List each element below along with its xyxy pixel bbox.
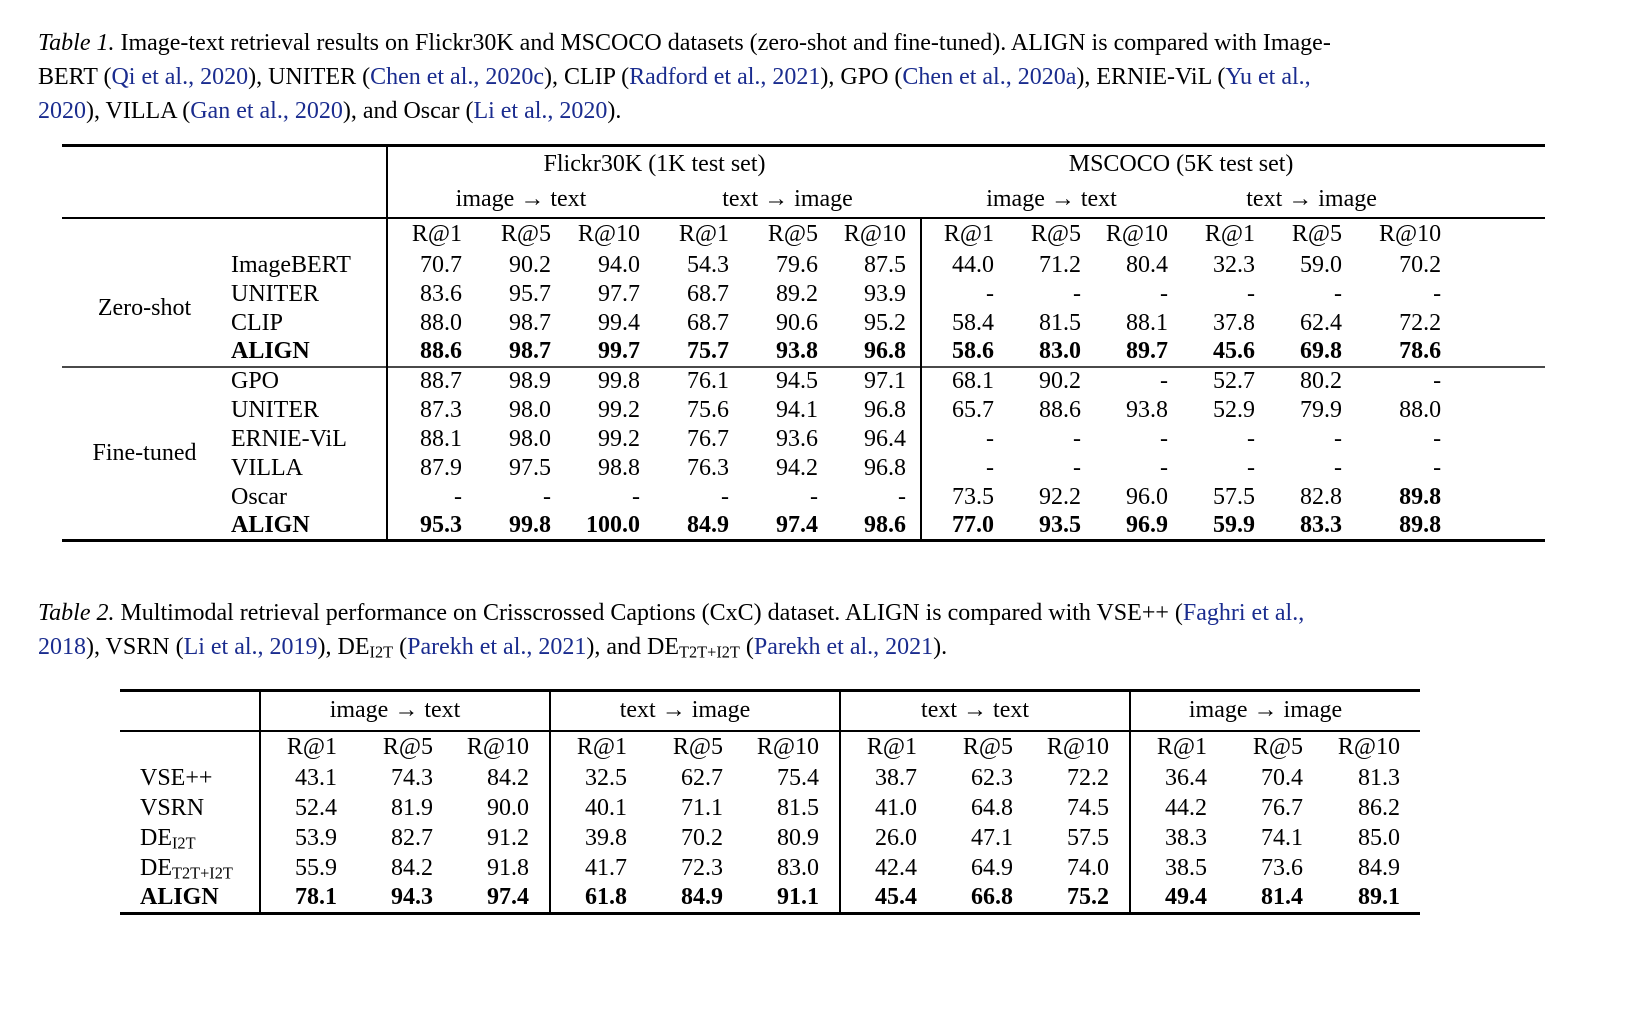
citation-link[interactable]: 2018 [38, 634, 86, 660]
metric-value: 78.1 [295, 884, 337, 911]
metric-header: R@1 [1204, 221, 1256, 247]
metric-value: 49.4 [1130, 884, 1227, 914]
metric-value: - [921, 280, 1008, 309]
metric-value: 96.8 [864, 454, 907, 481]
metric-value: 38.3 [1130, 824, 1227, 854]
metric-value: 84.2 [391, 855, 433, 881]
metric-value: 96.4 [864, 425, 907, 452]
method-name: UNITER [227, 280, 387, 309]
metric-value: - [632, 483, 640, 510]
metric-value: 94.0 [598, 251, 640, 278]
metric-value: 76.3 [687, 454, 729, 481]
metric-value: 99.8 [509, 511, 551, 538]
caption-text: ). [607, 98, 622, 124]
metric-value: - [1095, 367, 1182, 396]
metric-value: 95.3 [420, 511, 462, 538]
metric-value: 96.8 [864, 396, 907, 423]
direction-header: text → image [654, 182, 921, 218]
group-label: Zero-shot [97, 294, 192, 321]
metric-value: 94.5 [743, 367, 832, 396]
metric-value: 83.0 [1039, 338, 1082, 364]
metric-value: 77.0 [921, 512, 1008, 541]
metric-value: 74.1 [1261, 825, 1304, 851]
method-name: VSRN [120, 794, 260, 824]
metric-value: 85.0 [1358, 825, 1401, 851]
metric-value: 76.7 [687, 425, 729, 452]
metric-value: - [1160, 454, 1169, 481]
caption-text: Image-text retrieval results on Flickr30K and MSCOCO datasets (zero-shot and fine-tuned). ALIGN is compared with Image- [114, 30, 1331, 56]
metric-value: 88.7 [387, 367, 476, 396]
metric-value: 92.2 [1039, 483, 1082, 510]
page [0, 26, 1642, 1026]
metric-value: 96.0 [1126, 483, 1169, 510]
table-row [120, 794, 1420, 824]
metric-value: 70.7 [420, 251, 462, 278]
citation-link[interactable]: Li et al., 2019 [183, 634, 318, 660]
metric-value: 80.9 [777, 825, 820, 851]
method-name: $DE_{T2T+I2T}$ [120, 854, 260, 884]
metric-value: 68.7 [687, 280, 729, 307]
metric-value: 91.1 [777, 884, 820, 911]
caption-text: ), CLIP ( [544, 64, 630, 90]
metric-value: 75.6 [687, 396, 729, 423]
metric-header: R@1 [840, 731, 937, 764]
metric-header: R@10 [1379, 221, 1442, 247]
citation-link[interactable]: Chen et al., 2020a [902, 64, 1077, 90]
citation-link[interactable]: Faghri et al., [1182, 600, 1305, 626]
metric-value: 95.7 [509, 280, 551, 307]
metric-value: 57.5 [1213, 483, 1256, 510]
metric-value: 71.1 [681, 795, 724, 821]
metric-value: 72.3 [681, 855, 724, 881]
metric-header: R@1 [921, 218, 1008, 251]
direction-header: text → text [840, 691, 1130, 731]
metric-value: - [921, 425, 1008, 454]
metric-value: 32.3 [1213, 251, 1256, 278]
metric-value: 98.0 [509, 396, 551, 423]
metric-value: - [1073, 425, 1082, 452]
metric-value: 45.6 [1213, 338, 1256, 364]
table-row [62, 309, 1545, 338]
metric-value: 93.5 [1039, 511, 1082, 538]
metric-value: 94.2 [776, 454, 818, 481]
metric-value: 39.8 [550, 824, 647, 854]
metric-header-row [120, 731, 1420, 764]
caption-text: ), UNITER ( [248, 64, 371, 90]
metric-value: 84.9 [1358, 855, 1401, 881]
stub-spacer [62, 146, 387, 182]
metric-value: 32.5 [550, 764, 647, 794]
metric-value: 83.6 [420, 280, 462, 307]
table-caption-label: Table 1. [38, 30, 115, 56]
metric-header: R@5 [1030, 221, 1082, 247]
metric-value: - [1247, 280, 1256, 307]
metric-value: 61.8 [550, 884, 647, 914]
metric-value: 79.6 [776, 251, 818, 278]
metric-value: 62.3 [971, 765, 1014, 791]
metric-value: 70.2 [681, 825, 724, 851]
metric-value: 89.8 [1399, 483, 1442, 510]
metric-value: 88.1 [420, 425, 462, 452]
method-name: ALIGN [227, 338, 387, 367]
metric-value: - [921, 454, 1008, 483]
metric-header: R@5 [672, 734, 724, 760]
metric-value: 88.0 [1399, 396, 1442, 423]
metric-value: - [1073, 280, 1082, 307]
metric-value: - [454, 483, 462, 510]
direction-header: text → image [1182, 182, 1545, 218]
citation-link[interactable]: Parekh et al., 2021 [407, 634, 587, 660]
metric-value: 97.7 [598, 280, 640, 307]
dataset-header-mscoco: MSCOCO (5K test set) [1068, 150, 1294, 177]
metric-value: 70.2 [1399, 251, 1442, 278]
metric-value: 78.6 [1399, 338, 1442, 364]
table-row [120, 884, 1420, 914]
metric-value: 64.8 [971, 795, 1014, 821]
table-row [62, 280, 1545, 309]
metric-value: 80.2 [1269, 367, 1356, 396]
table-row [62, 512, 1545, 541]
metric-value: - [1160, 280, 1169, 307]
metric-header: R@5 [1252, 734, 1304, 760]
table1-caption [38, 26, 1604, 128]
caption-text: ), ERNIE-ViL ( [1076, 64, 1226, 90]
metric-value: 73.5 [921, 483, 1008, 512]
caption-text: ). [933, 634, 948, 660]
metric-value: 98.7 [509, 338, 551, 364]
group-label: Fine-tuned [62, 367, 227, 541]
caption-text: ), DE [317, 634, 370, 660]
metric-value: 37.8 [1213, 309, 1256, 336]
citation-link[interactable]: 2020 [38, 98, 86, 124]
direction-header: text → image [550, 691, 840, 731]
metric-value: 52.9 [1213, 396, 1256, 423]
method-name: ALIGN [120, 884, 260, 914]
metric-header: R@10 [1046, 734, 1110, 760]
metric-value: 65.7 [921, 396, 1008, 425]
metric-header: R@10 [756, 734, 820, 760]
metric-value: 97.1 [832, 367, 921, 396]
metric-value: 52.4 [295, 795, 337, 821]
caption-text: BERT ( [38, 64, 112, 90]
metric-header: R@1 [550, 731, 647, 764]
table-caption-label: Table 2. [38, 600, 115, 626]
metric-value: - [1247, 454, 1256, 481]
method-name: ERNIE-ViL [227, 425, 387, 454]
metric-value: 93.6 [776, 425, 818, 452]
metric-header: R@1 [286, 734, 337, 760]
metric-value: 53.9 [295, 825, 337, 851]
metric-value: 94.1 [776, 396, 818, 423]
method-name: UNITER [227, 396, 387, 425]
metric-value: 71.2 [1039, 251, 1082, 278]
metric-value: 74.0 [1067, 855, 1110, 881]
metric-value: - [1334, 454, 1343, 481]
metric-value: 80.4 [1126, 251, 1169, 278]
metric-value: 45.4 [840, 884, 937, 914]
metric-value: - [1433, 454, 1442, 481]
metric-value: 72.2 [1067, 765, 1110, 791]
stub-spacer [62, 182, 387, 218]
metric-value: 97.5 [509, 454, 551, 481]
metric-value: 62.4 [1300, 309, 1343, 336]
caption-text: ), VSRN ( [86, 634, 184, 660]
metric-value: 93.8 [1126, 396, 1169, 423]
metric-value: 91.8 [487, 855, 530, 881]
metric-value: 99.8 [565, 367, 654, 396]
metric-value: 88.1 [1126, 309, 1169, 336]
metric-value: 76.1 [654, 367, 743, 396]
metric-value: 40.1 [550, 794, 647, 824]
direction-header: image → image [1130, 691, 1420, 731]
method-name: GPO [227, 367, 387, 396]
metric-value: - [1334, 425, 1343, 452]
metric-value: 64.9 [971, 855, 1014, 881]
metric-value: 38.7 [840, 764, 937, 794]
metric-value: 89.8 [1399, 511, 1442, 538]
metric-value: - [1433, 280, 1442, 307]
metric-value: 44.0 [921, 251, 1008, 280]
metric-value: 99.2 [598, 425, 640, 452]
metric-value: 84.9 [681, 884, 724, 911]
metric-value: 90.2 [509, 251, 551, 278]
metric-value: 95.2 [864, 309, 907, 336]
metric-value: 81.5 [1039, 309, 1082, 336]
metric-value: 75.7 [687, 338, 729, 364]
metric-value: 59.9 [1213, 511, 1256, 538]
metric-header: R@10 [843, 221, 907, 247]
method-name: ImageBERT [227, 251, 387, 280]
metric-value: 94.3 [391, 884, 433, 911]
metric-value: 55.9 [295, 855, 337, 881]
caption-text: ), and Oscar ( [342, 98, 474, 124]
citation-link[interactable]: Chen et al., 2020c [370, 64, 545, 90]
metric-value: 81.9 [391, 795, 433, 821]
metric-value: 88.6 [420, 338, 462, 364]
metric-value: 89.1 [1358, 884, 1401, 911]
metric-value: 62.7 [681, 765, 724, 791]
metric-value: 99.7 [598, 338, 640, 364]
metric-value: 42.4 [840, 854, 937, 884]
metric-value: 88.0 [420, 309, 462, 336]
stub-spacer [62, 218, 387, 251]
method-name: $DE_{I2T}$ [120, 824, 260, 854]
table-row [62, 251, 1545, 280]
table1-retrieval-results [62, 144, 1545, 542]
metric-value: 99.2 [598, 396, 640, 423]
metric-header: R@5 [500, 221, 551, 247]
metric-value: 59.0 [1300, 251, 1343, 278]
metric-value: 81.5 [777, 795, 820, 821]
metric-value: 36.4 [1130, 764, 1227, 794]
caption-text: Multimodal retrieval performance on Crisscrossed Captions (CxC) dataset. ALIGN is compared with VSE++ ( [114, 600, 1183, 626]
metric-value: 98.7 [509, 309, 551, 336]
metric-value: 74.3 [391, 765, 433, 791]
metric-value: 90.0 [487, 795, 530, 821]
metric-header: R@5 [767, 221, 818, 247]
metric-value: 89.2 [776, 280, 818, 307]
metric-value: - [543, 483, 551, 510]
table-row [120, 764, 1420, 794]
metric-value: 97.4 [776, 511, 818, 538]
metric-header: R@10 [1337, 734, 1401, 760]
metric-value: - [898, 483, 907, 510]
metric-value: 82.7 [391, 825, 433, 851]
caption-text: ), VILLA ( [86, 98, 191, 124]
metric-value: - [1334, 280, 1343, 307]
metric-value: 82.8 [1300, 483, 1343, 510]
metric-value: 75.2 [1067, 884, 1110, 911]
method-name: Oscar [227, 483, 387, 512]
metric-value: 97.4 [487, 884, 530, 911]
metric-header: R@1 [678, 221, 729, 247]
table-row [62, 396, 1545, 425]
caption-text: I2T [369, 642, 394, 662]
method-subscript: T2T+I2T [172, 863, 233, 883]
metric-value: 79.9 [1300, 396, 1343, 423]
direction-header: image → text [260, 691, 550, 731]
metric-value: 84.9 [687, 511, 729, 538]
metric-value: 26.0 [840, 824, 937, 854]
table-row [120, 824, 1420, 854]
metric-value: 43.1 [295, 765, 337, 791]
citation-link[interactable]: Li et al., 2020 [473, 98, 608, 124]
citation-link[interactable]: Gan et al., 2020 [190, 98, 343, 124]
caption-text: ( [393, 634, 408, 660]
dataset-header-flickr30k: Flickr30K (1K test set) [543, 150, 766, 177]
metric-value: 72.2 [1399, 309, 1442, 336]
metric-value: 100.0 [586, 511, 640, 538]
table-row [62, 367, 1545, 396]
metric-value: 58.4 [921, 309, 1008, 338]
caption-text: ( [739, 634, 754, 660]
metric-value: - [1356, 367, 1545, 396]
metric-value: 74.5 [1067, 795, 1110, 821]
metric-value: 47.1 [971, 825, 1014, 851]
metric-value: - [1433, 425, 1442, 452]
metric-value: - [1073, 454, 1082, 481]
metric-value: 98.0 [509, 425, 551, 452]
metric-value: 87.5 [864, 251, 907, 278]
metric-value: 98.8 [598, 454, 640, 481]
dataset-header-row [62, 146, 1545, 182]
metric-value: 76.7 [1261, 795, 1304, 821]
metric-value: 83.3 [1300, 511, 1343, 538]
metric-value: 99.4 [598, 309, 640, 336]
metric-value: 93.9 [864, 280, 907, 307]
metric-value: 81.4 [1261, 884, 1304, 911]
metric-header: R@5 [1291, 221, 1343, 247]
metric-value: 54.3 [687, 251, 729, 278]
metric-header: R@1 [411, 221, 462, 247]
metric-value: 68.1 [921, 367, 1008, 396]
metric-value: 90.6 [776, 309, 818, 336]
metric-value: 52.7 [1182, 367, 1269, 396]
metric-value: 73.6 [1261, 855, 1304, 881]
metric-value: - [1247, 425, 1256, 452]
method-subscript: I2T [172, 833, 196, 853]
method-name: ALIGN [227, 512, 387, 541]
metric-value: 87.9 [420, 454, 462, 481]
metric-value: 75.4 [777, 765, 820, 791]
metric-value: - [810, 483, 818, 510]
metric-value: 41.7 [550, 854, 647, 884]
caption-text: ), and DE [586, 634, 680, 660]
metric-value: 69.8 [1300, 338, 1343, 364]
method-name: CLIP [227, 309, 387, 338]
caption-text: ), GPO ( [820, 64, 903, 90]
metric-value: 68.7 [687, 309, 729, 336]
direction-header: image → text [387, 182, 654, 218]
citation-link[interactable]: Qi et al., 2020 [111, 64, 249, 90]
metric-header: R@10 [1105, 221, 1169, 247]
direction-header-row [120, 691, 1420, 731]
direction-header-row [62, 182, 1545, 218]
stub-spacer [120, 691, 260, 731]
metric-value: - [721, 483, 729, 510]
table-row [62, 483, 1545, 512]
metric-value: 44.2 [1130, 794, 1227, 824]
table-row [62, 338, 1545, 367]
metric-value: 91.2 [487, 825, 530, 851]
metric-value: 96.9 [1126, 511, 1169, 538]
metric-value: 89.7 [1126, 338, 1169, 364]
metric-value: 83.0 [777, 855, 820, 881]
metric-header: R@5 [962, 734, 1014, 760]
metric-value: 57.5 [1067, 825, 1110, 851]
metric-value: - [1160, 425, 1169, 452]
table-row [62, 454, 1545, 483]
metric-value: 84.2 [487, 765, 530, 791]
citation-link[interactable]: Yu et al., [1225, 64, 1311, 90]
metric-header-row [62, 218, 1545, 251]
metric-value: 87.3 [420, 396, 462, 423]
metric-value: 66.8 [971, 884, 1014, 911]
citation-link[interactable]: Parekh et al., 2021 [753, 634, 934, 660]
caption-text: T2T+I2T [679, 642, 740, 662]
metric-header: R@10 [577, 221, 640, 247]
direction-header: image → text [921, 182, 1182, 218]
metric-value: 58.6 [921, 338, 1008, 367]
metric-value: 86.2 [1358, 795, 1401, 821]
metric-value: 81.3 [1358, 765, 1401, 791]
table-row [62, 425, 1545, 454]
table-row [120, 854, 1420, 884]
metric-value: 98.6 [864, 511, 907, 538]
metric-header: R@5 [382, 734, 433, 760]
metric-value: 88.6 [1039, 396, 1082, 423]
table2-caption [38, 596, 1604, 664]
metric-header: R@1 [1130, 731, 1227, 764]
metric-value: 96.8 [864, 338, 907, 364]
metric-value: 98.9 [476, 367, 565, 396]
metric-value: 38.5 [1130, 854, 1227, 884]
method-name: VILLA [227, 454, 387, 483]
stub-spacer [120, 731, 260, 764]
citation-link[interactable]: Radford et al., 2021 [629, 64, 821, 90]
metric-value: 70.4 [1261, 765, 1304, 791]
metric-header: R@10 [466, 734, 530, 760]
metric-value: 90.2 [1008, 367, 1095, 396]
method-name: VSE++ [120, 764, 260, 794]
metric-value: 41.0 [840, 794, 937, 824]
table2-cxc-results [120, 689, 1420, 915]
metric-value: 93.8 [776, 338, 818, 364]
